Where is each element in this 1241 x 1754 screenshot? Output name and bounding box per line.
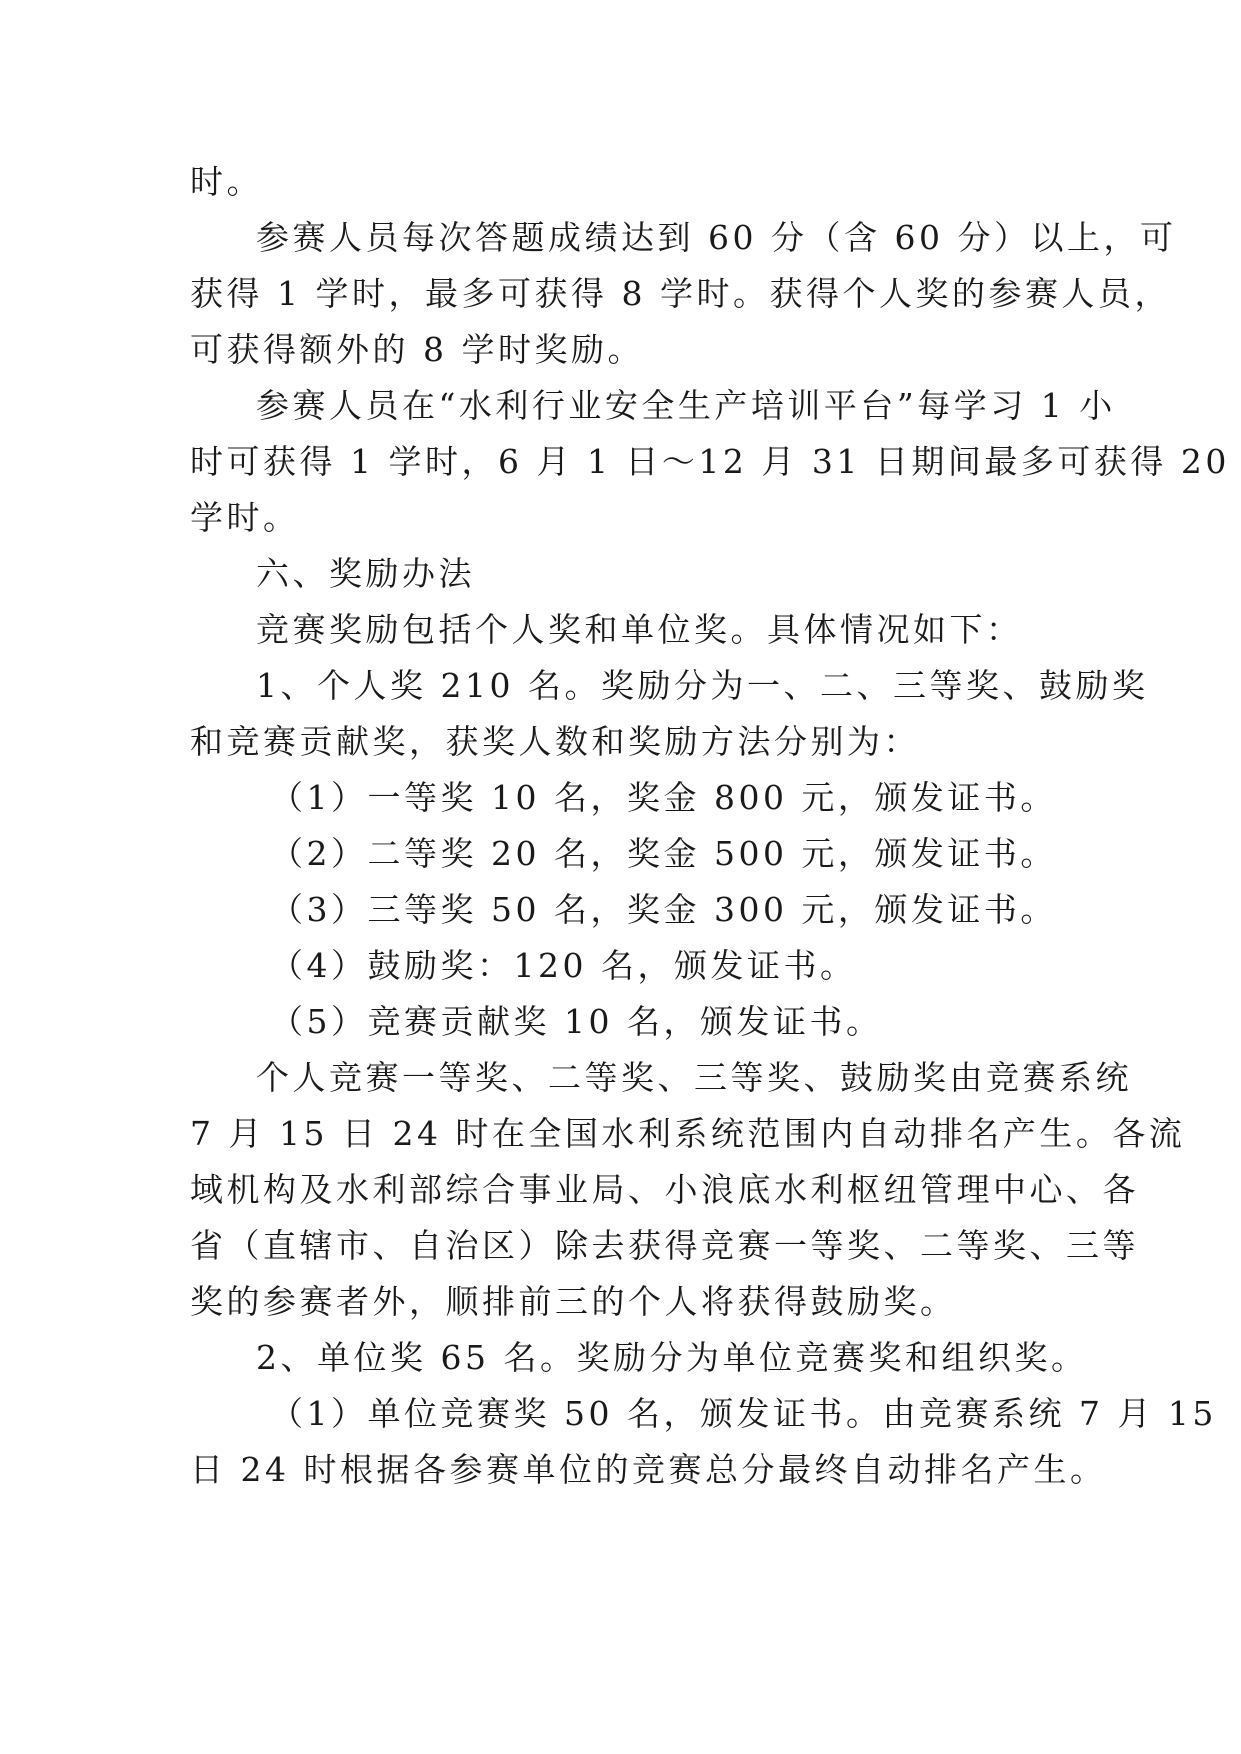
text-line: 2、单位奖 65 名。奖励分为单位竞赛奖和组织奖。 [256, 1338, 1088, 1377]
text-line: 时。 [190, 162, 263, 201]
text-line: 1、个人奖 210 名。奖励分为一、二、三等奖、鼓励奖 [256, 666, 1149, 705]
text-line: 和竞赛贡献奖，获奖人数和奖励方法分别为： [190, 722, 920, 761]
list-item: （5）竞赛贡献奖 10 名，颁发证书。 [270, 1002, 883, 1041]
text-line: 学时。 [190, 498, 300, 537]
text-line: 域机构及水利部综合事业局、小浪底水利枢纽管理中心、各 [190, 1170, 1139, 1209]
list-item: （3）三等奖 50 名，奖金 300 元，颁发证书。 [270, 890, 1057, 929]
text-line: 参赛人员在“水利行业安全生产培训平台”每学习 1 小 [256, 386, 1116, 425]
section-heading: 六、奖励办法 [256, 554, 475, 593]
text-line: 省（直辖市、自治区）除去获得竞赛一等奖、二等奖、三等 [190, 1226, 1139, 1265]
list-item: （1）单位竞赛奖 50 名，颁发证书。由竞赛系统 7 月 15 [270, 1394, 1217, 1433]
text-line: 时可获得 1 学时，6 月 1 日～12 月 31 日期间最多可获得 20 [190, 442, 1230, 481]
text-line: 参赛人员每次答题成绩达到 60 分（含 60 分）以上，可 [256, 218, 1177, 257]
text-line: 获得 1 学时，最多可获得 8 学时。获得个人奖的参赛人员， [190, 274, 1171, 313]
text-line: 可获得额外的 8 学时奖励。 [190, 330, 644, 369]
text-line: 奖的参赛者外，顺排前三的个人将获得鼓励奖。 [190, 1282, 957, 1321]
text-line: 竞赛奖励包括个人奖和单位奖。具体情况如下： [256, 610, 1023, 649]
text-line: 个人竞赛一等奖、二等奖、三等奖、鼓励奖由竞赛系统 [256, 1058, 1132, 1097]
list-item: （1）一等奖 10 名，奖金 800 元，颁发证书。 [270, 778, 1057, 817]
list-item: （4）鼓励奖：120 名，颁发证书。 [270, 946, 857, 985]
text-line: 日 24 时根据各参赛单位的竞赛总分最终自动排名产生。 [190, 1450, 1107, 1489]
list-item: （2）二等奖 20 名，奖金 500 元，颁发证书。 [270, 834, 1057, 873]
text-line: 7 月 15 日 24 时在全国水利系统范围内自动排名产生。各流 [190, 1114, 1186, 1153]
